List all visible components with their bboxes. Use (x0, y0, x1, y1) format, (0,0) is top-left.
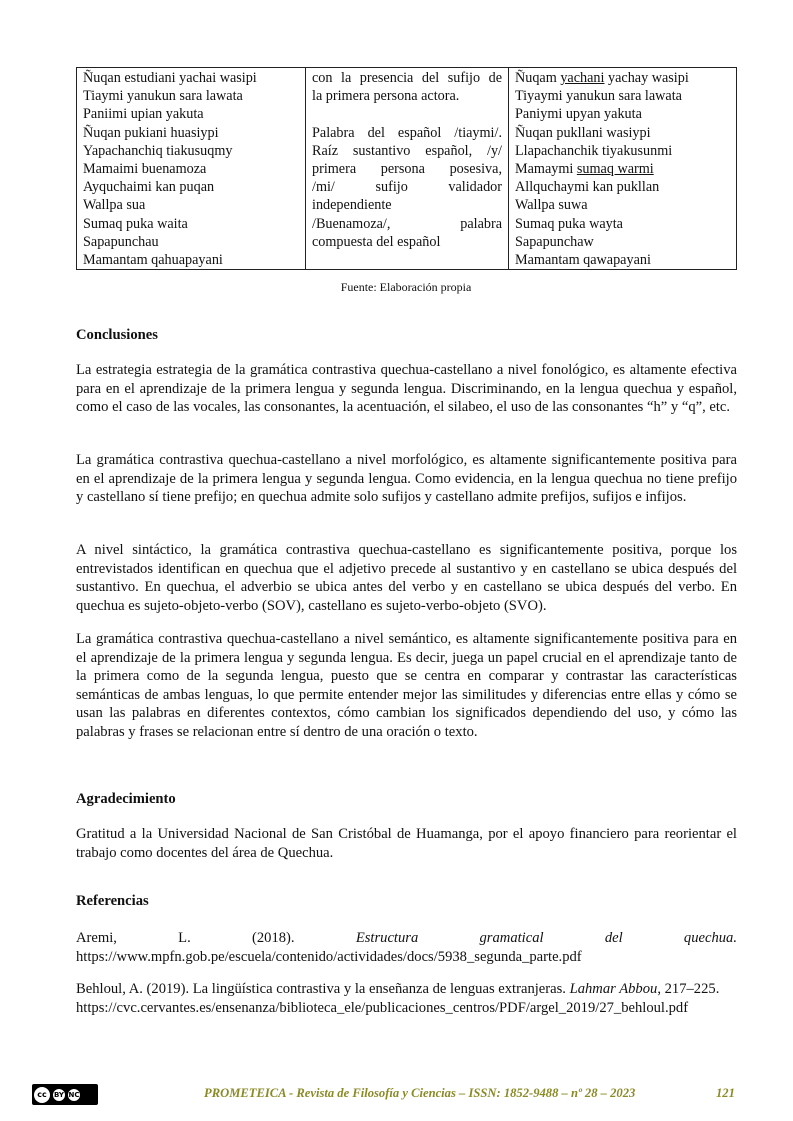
nc-icon: NC (68, 1090, 80, 1099)
paragraph: La estrategia estrategia de la gramática contrastiva quechua-castellano a nivel fonológico, es altamente efectiva para en el aprendizaje de la primera lengua y segunda lengua. Discriminando, en la lengua quechua y español, como el caso de las vocales, las consonantes, la acentuación, el silabeo, el uso de las consonantes “h” y “q”, etc. (76, 362, 737, 416)
cell-text: Mamaymi (515, 161, 577, 178)
table-cell (515, 160, 730, 178)
table-cell: Sumaq puka wayta (515, 215, 623, 232)
reference-entry (76, 929, 737, 966)
table-spacer (312, 105, 502, 123)
table-cell: Ayquchaimi kan puqan (83, 179, 215, 196)
section-title-conclusiones: Conclusiones (76, 327, 158, 343)
table-cell: Ñuqan pukiani huasiypi (83, 124, 219, 141)
cc-license-badge[interactable] (32, 1084, 98, 1105)
table-cell: independiente (312, 197, 392, 214)
table-caption: Fuente: Elaboración propia (340, 280, 472, 294)
cell-text: Ñuqam (515, 70, 561, 86)
underlined-word: sumaq warmi (576, 161, 654, 178)
table-cell: Allquchaymi kan pukllan (515, 179, 660, 196)
table-column-explanation (306, 68, 509, 270)
reference-url[interactable]: https://www.mpfn.gob.pe/escuela/contenido/actividades/docs/5938_segunda_parte.pdf (76, 948, 582, 965)
by-icon: BY (53, 1090, 65, 1099)
table-cell: Llapachanchik tiyakusunmi (515, 142, 673, 159)
paragraph: A nivel sintáctico, la gramática contrastiva quechua-castellano es significantemente positiva, porque los entrevistados identifican en quechua que el adjetivo precede al sustantivo y en castellano se ubica después del sustantivo. En quechua, el adverbio se ubica antes del verbo y en castellano se ubica después del verbo. En quechua es sujeto-objeto-verbo (SOV), castellano es sujeto-verbo-objeto (SVO). (76, 542, 737, 614)
section-title-referencias: Referencias (76, 893, 149, 909)
reference-journal: Lahmar Abbou (569, 981, 658, 997)
table-cell: Ñuqan estudiani yachai wasipi (83, 70, 257, 86)
table-cell: Tiaymi yanukun sara lawata (83, 88, 243, 105)
comparison-table (76, 67, 737, 270)
reference-citation (76, 929, 737, 948)
table-cell: Paniymi upyan yakuta (515, 106, 642, 123)
table-cell: Ñuqan pukllani wasiypi (515, 124, 651, 141)
table-cell: compuesta del español (312, 233, 441, 250)
table-cell: Mamantam qawapayani (515, 252, 651, 269)
table-cell: /mi/ sufijo validador (312, 179, 502, 196)
table-cell: Paniimi upian yakuta (83, 106, 204, 123)
journal-footer: PROMETEICA - Revista de Filosofía y Ciencias – ISSN: 1852-9488 – nº 28 – 2023 (204, 1086, 636, 1100)
table-cell: la primera persona actora. (312, 88, 460, 105)
table-cell: Sapapunchaw (515, 233, 594, 250)
table-cell: /Buenamoza/, palabra (312, 215, 502, 232)
table-cell: Tiyaymi yanukun sara lawata (515, 88, 682, 105)
reference-title: Estructura gramatical del quechua. (355, 930, 737, 946)
section-title-agradecimiento: Agradecimiento (76, 791, 176, 807)
table-cell: Mamaimi buenamoza (83, 161, 207, 178)
table-column-corrected (509, 68, 737, 270)
table-cell: Yapachanchiq tiakusuqmy (83, 142, 233, 159)
cc-icon: cc (34, 1087, 50, 1103)
underlined-word: yachani (560, 70, 605, 86)
cell-text: yachay wasipi (604, 70, 689, 86)
paragraph: La gramática contrastiva quechua-castellano a nivel morfológico, es altamente significantemente positiva para en el aprendizaje de la primera lengua y segunda lengua. Como evidencia, en la lengua quechua no tiene prefijo y castellano sí tiene prefijo; en quechua admite solo sufijos y castellano admite prefijos, sufijos e infijos. (76, 452, 737, 506)
table-cell: Raíz sustantivo español, /y/ (312, 142, 502, 159)
table-cell: Palabra del español /tiaymi/. (312, 124, 502, 141)
reference-entry (76, 980, 737, 1017)
reference-pages: , 217–225. (657, 981, 720, 997)
table-cell: con la presencia del sufijo de (312, 70, 502, 86)
table-cell (515, 69, 730, 87)
table-cell: primera persona posesiva, (312, 161, 502, 177)
table-cell: Sumaq puka waita (83, 215, 188, 232)
paragraph: Gratitud a la Universidad Nacional de San Cristóbal de Huamanga, por el apoyo financiero para reorientar el trabajo como docentes del área de Quechua. (76, 826, 737, 861)
reference-citation: Behloul, A. (2019). La lingüística contrastiva y la enseñanza de lenguas extranjeras. (76, 981, 570, 997)
reference-author: Aremi, L. (2018). (76, 930, 295, 946)
table-cell: Wallpa suwa (515, 197, 588, 214)
paragraph: La gramática contrastiva quechua-castellano a nivel semántico, es altamente significantemente positiva para en el aprendizaje de la primera lengua y segunda lengua. Es decir, juega un papel crucial en el aprendizaje tanto de la primera como de la segunda lengua, puesto que se centra en comparar y contrastar las características semánticas de ambas lenguas, lo que permite entender mejor las similitudes y diferencias entre ellas y cómo se usan las palabras en diferentes contextos, cómo cambian los significados dependiendo del uso, y cómo las palabras y frases se relacionan entre sí dentro de una oración o texto. (76, 631, 737, 740)
table-cell: Wallpa sua (83, 197, 146, 214)
table-cell: Mamantam qahuapayani (83, 252, 223, 269)
table-column-original (77, 68, 306, 270)
reference-url[interactable]: https://cvc.cervantes.es/ensenanza/biblioteca_ele/publicaciones_centros/PDF/argel_2019/27_behloul.pdf (76, 999, 689, 1016)
page-number: 121 (716, 1086, 735, 1100)
table-cell: Sapapunchau (83, 233, 159, 250)
